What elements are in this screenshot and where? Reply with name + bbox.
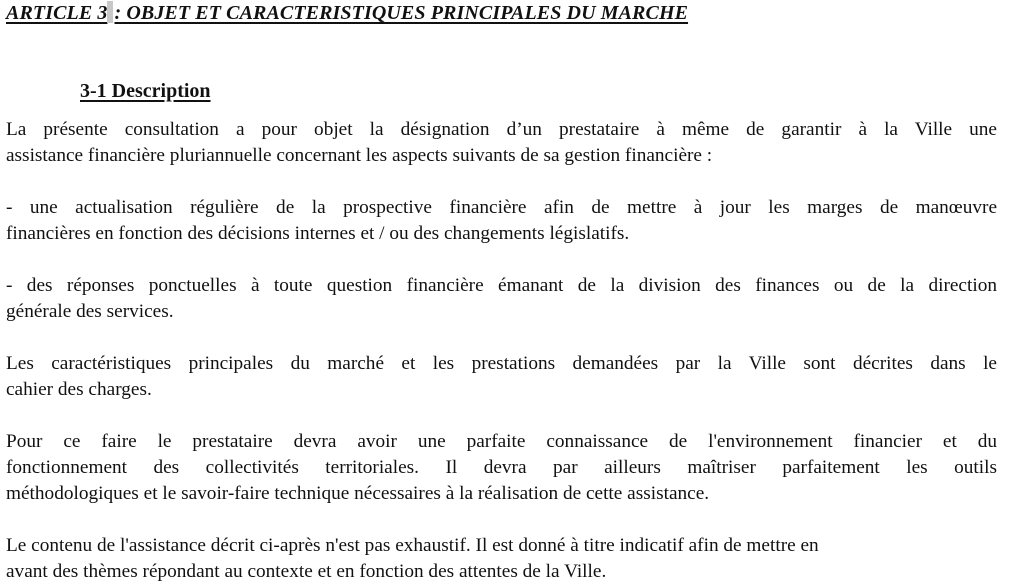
article-title[interactable]: [6, 0, 688, 27]
text-line: - des réponses ponctuelles à toute question financière émanant de la division des finances ou de la direction: [6, 275, 997, 296]
paragraph-prestataire[interactable]: [6, 429, 997, 507]
article-title-text: : OBJET ET CARACTERISTIQUES PRINCIPALES DU MARCHE: [114, 2, 689, 24]
text-line: cahier des charges.: [6, 379, 152, 400]
paragraph-caracteristiques[interactable]: [6, 351, 997, 403]
text-line: - une actualisation régulière de la prospective financière afin de mettre à jour les marges de manœuvre: [6, 197, 997, 218]
text-line: avant des thèmes répondant au contexte et en fonction des attentes de la Ville.: [6, 561, 607, 582]
text-line: assistance financière pluriannuelle concernant les aspects suivants de sa gestion financière :: [6, 145, 713, 166]
paragraph-bullet-reponses[interactable]: [6, 273, 997, 325]
paragraph-intro[interactable]: [6, 117, 997, 169]
text-cursor: [107, 1, 113, 23]
text-line: financières en fonction des décisions internes et / ou des changements législatifs.: [6, 223, 630, 244]
article-title-number: ARTICLE 3: [6, 2, 108, 24]
paragraph-contenu[interactable]: [6, 533, 997, 585]
section-title: 3-1 Description: [80, 80, 211, 102]
text-line: Le contenu de l'assistance décrit ci-après n'est pas exhaustif. Il est donné à titre indicatif afin de mettre en: [6, 535, 819, 556]
text-line: Les caractéristiques principales du marché et les prestations demandées par la Ville sont décrites dans le: [6, 353, 997, 374]
text-line: Pour ce faire le prestataire devra avoir une parfaite connaissance de l'environnement financier et du: [6, 431, 997, 452]
text-line: La présente consultation a pour objet la désignation d’un prestataire à même de garantir à la Ville une: [6, 119, 997, 140]
text-line: méthodologiques et le savoir-faire technique nécessaires à la réalisation de cette assistance.: [6, 483, 710, 504]
paragraph-bullet-prospective[interactable]: [6, 195, 997, 247]
text-line: générale des services.: [6, 301, 174, 322]
text-line: fonctionnement des collectivités territoriales. Il devra par ailleurs maîtriser parfaitement les outils: [6, 457, 997, 478]
